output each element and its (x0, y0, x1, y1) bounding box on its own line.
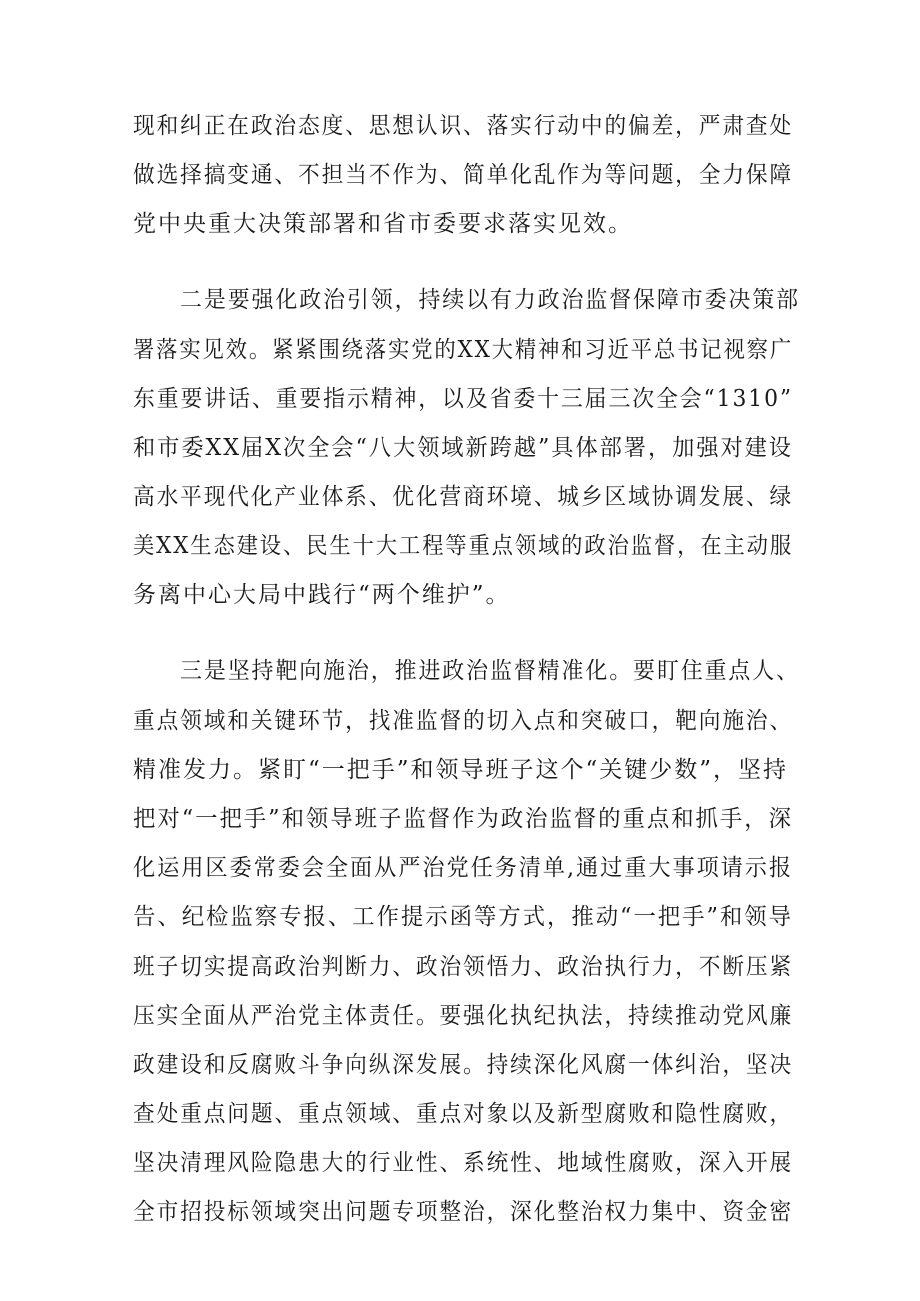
text-line (133, 1087, 793, 1141)
text-line-content: 班子切实提高政治判断力、政治领悟力、政治执行力，不断压紧 (133, 954, 794, 980)
text-line-content: 把对“一把手”和领导班子监督作为政治监督的重点和抓手，深 (133, 806, 793, 832)
text-line-content: 党中央重大决策部署和省市委要求落实见效。 (133, 211, 633, 237)
text-line-content: 高水平现代化产业体系、优化营商环境、城乡区域协调发展、绿 (133, 484, 794, 510)
text-line (133, 197, 793, 251)
text-line-content: 坚决清理风险隐患大的行业性、系统性、地域性腐败，深入开展 (133, 1150, 794, 1176)
text-line-content: 告、纪检监察专报、工作提示函等方式，推动“一把手”和领导 (133, 904, 793, 930)
text-line-content: 和市委XX届X次全会“八大领域新跨越”具体部署，加强对建设 (133, 435, 793, 461)
text-line (133, 890, 793, 944)
text-line-content: 政建设和反腐败斗争向纵深发展。持续深化风腐一体纠治，坚决 (133, 1052, 794, 1078)
text-line-content: 全市招投标领域突出问题专项整治，深化整治权力集中、资金密 (133, 1199, 794, 1225)
text-line-content: 精准发力。紧盯“一把手”和领导班子这个“关键少数”，坚持 (133, 757, 789, 783)
text-line (133, 694, 793, 748)
text-line (133, 568, 793, 622)
text-line-content: 美XX生态建设、民生十大工程等重点领域的政治监督，在主动服 (133, 533, 794, 559)
text-line (133, 1185, 793, 1239)
text-line-content: 现和纠正在政治态度、思想认识、落实行动中的偏差，严肃查处 (133, 113, 794, 139)
text-line-content: 署落实见效。紧紧围绕落实党的XX大精神和习近平总书记视察广 (133, 337, 794, 363)
text-line-content: 压实全面从严治党主体责任。要强化执纪执法，持续推动党风廉 (133, 1003, 794, 1029)
text-line-content: 化运用区委常委会全面从严治党任务清单,通过重大事项请示报 (133, 855, 794, 881)
text-line-content: 二是要强化政治引领，持续以有力政治监督保障市委决策部 (180, 287, 800, 313)
text-line (133, 743, 793, 797)
text-line (133, 841, 793, 895)
text-line (133, 940, 793, 994)
text-line-content: 重点领域和关键环节，找准监督的切入点和突破口，靶向施治、 (133, 708, 794, 734)
text-line (133, 148, 793, 202)
text-line (133, 519, 793, 573)
text-line (133, 1038, 793, 1092)
text-line (133, 792, 793, 846)
text-line-content: 东重要讲话、重要指示精神，以及省委十三届三次全会“1310” (133, 386, 793, 412)
text-line (133, 372, 793, 426)
text-line (133, 989, 793, 1043)
text-line (180, 644, 800, 698)
text-line-content: 务离中心大局中践行“两个维护”。 (133, 582, 511, 608)
text-line-content: 三是坚持靶向施治，推进政治监督精准化。要盯住重点人、 (180, 658, 800, 684)
text-line (133, 99, 793, 153)
text-line (180, 273, 800, 327)
text-line (133, 421, 793, 475)
text-line (133, 1136, 793, 1190)
text-line (133, 323, 793, 377)
text-line-content: 做选择搞变通、不担当不作为、简单化乱作为等问题，全力保障 (133, 162, 794, 188)
text-line-content: 查处重点问题、重点领域、重点对象以及新型腐败和隐性腐败， (133, 1101, 794, 1127)
text-line (133, 470, 793, 524)
